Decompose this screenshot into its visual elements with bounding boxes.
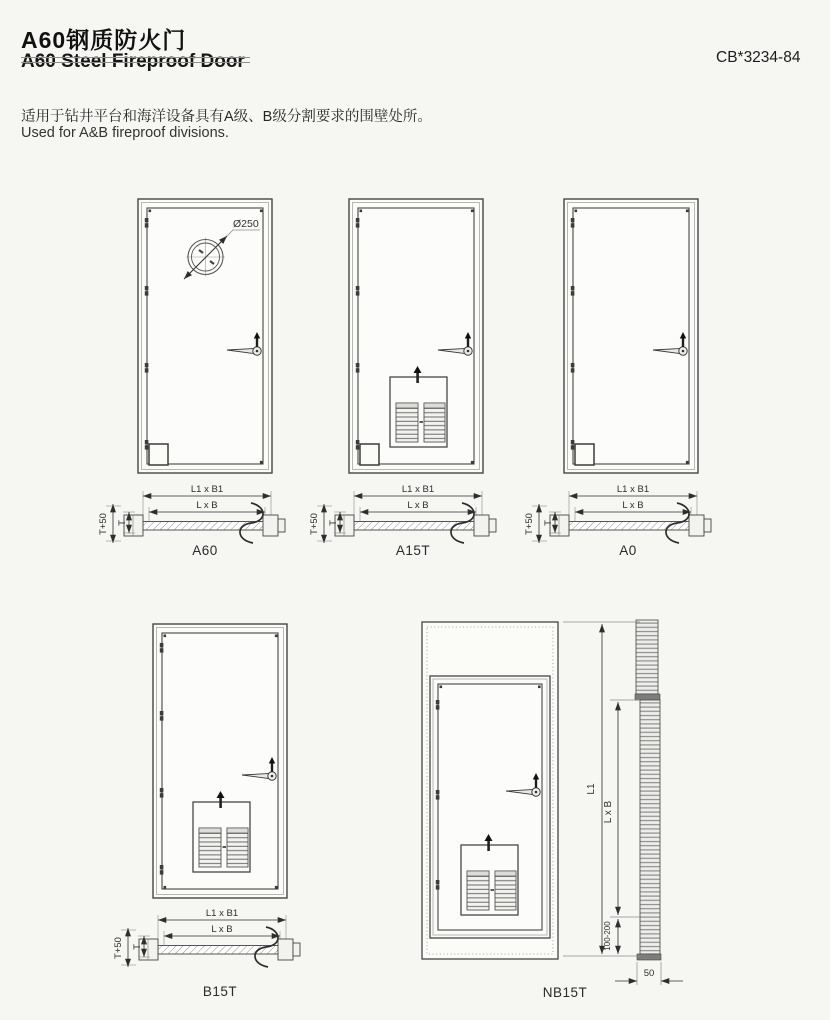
figure-a15t [309,199,496,558]
figure-b15t [113,624,300,999]
door-type-label: B15T [202,984,238,999]
section-a15t [317,491,496,543]
corrugated-bulkhead-profile [635,620,661,960]
standard-code: CB*3234-84 [716,49,801,66]
dim-t50: T+50 [309,513,320,535]
dim-l1-vertical: L1 [586,783,597,795]
kick-plate-a60 [149,444,168,465]
dim-l1xb1: L1 x B1 [616,484,650,495]
dim-l1xb1: L1 x B1 [190,484,224,495]
dim-t50: T+50 [98,513,109,535]
description-en: Used for A&B fireproof divisions. [21,124,229,141]
door-type-label: NB15T [542,985,588,1000]
dim-lxb: L x B [196,500,218,511]
page-title-zh: A60钢质防火门 [21,27,187,54]
dim-lxb-vertical: L x B [603,800,614,824]
dim-lxb: L x B [622,500,644,511]
dim-bottom-gap: 100-200 [603,921,612,951]
figure-a0 [524,199,711,558]
dim-lxb: L x B [407,500,429,511]
figure-a60 [98,199,285,558]
dim-t: T [132,944,143,950]
section-b15t [121,915,300,967]
vent-a15t [390,366,447,447]
dim-sill-width: 50 [643,968,655,979]
dim-t50: T+50 [113,937,124,959]
porthole-diameter-label: Ø250 [233,218,259,230]
page-title-en: A60 Steel Fireproof Door [21,50,245,72]
door-a0 [564,199,698,473]
door-type-label: A60 [192,543,218,558]
vent-b15t [193,791,250,872]
dim-l1xb1: L1 x B1 [401,484,435,495]
section-a60 [106,491,285,543]
dim-lxb: L x B [211,924,233,935]
kick-plate-a15t [360,444,379,465]
door-type-label: A15T [395,543,431,558]
door-type-label: A0 [619,543,637,558]
kick-plate-a0 [575,444,594,465]
dim-t: T [543,520,554,526]
dim-t: T [328,520,339,526]
dim-t50: T+50 [524,513,535,535]
figure-nb15t [422,620,683,1000]
description-zh: 适用于钻井平台和海洋设备具有A级、B级分割要求的围壁处所。 [21,108,432,125]
dim-t: T [117,520,128,526]
nb15t-dimensions [563,622,683,985]
dim-l1xb1: L1 x B1 [205,908,239,919]
vent-nb15t [461,834,518,915]
door-a60 [138,199,272,473]
section-a0 [532,491,711,543]
